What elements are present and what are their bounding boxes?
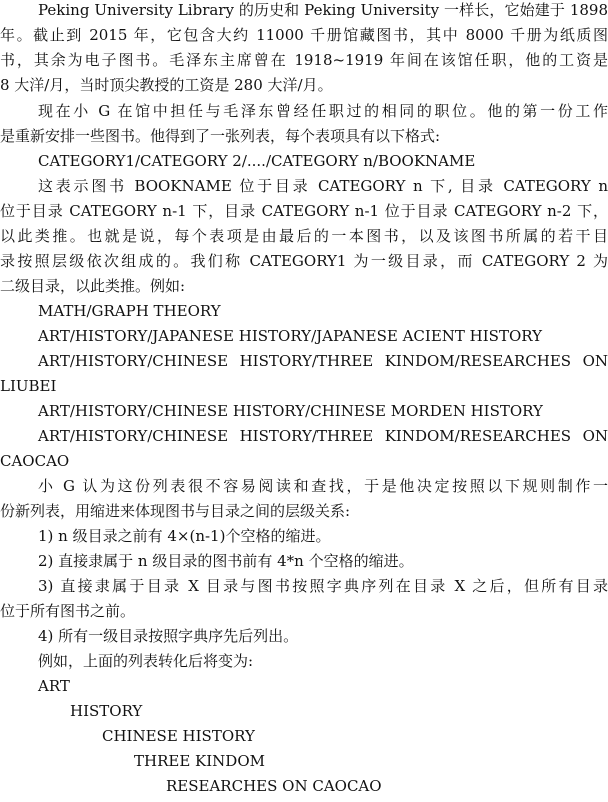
text-line-3: 书，其余为电子图书。毛泽东主席曾在 1918~1919 年间在该馆任职，他的工资是 — [0, 51, 608, 69]
tree-level-1: ART — [38, 677, 70, 695]
text-line-6: 是重新安排一些图书。他得到了一张列表，每个表项具有以下格式: — [0, 127, 441, 145]
tree-level-3: CHINESE HISTORY — [102, 727, 255, 745]
format-line: CATEGORY1/CATEGORY 2/..../CATEGORY n/BOOKNAME — [38, 152, 476, 170]
rule-3: 3) 直接隶属于目录 X 目录与图书按照字典序列在目录 X 之后，但所有目录 — [38, 577, 608, 595]
text-line-9: 位于目录 CATEGORY n-1 下，目录 CATEGORY n-1 位于目录 CATEGORY n-2 下， — [0, 202, 608, 220]
rule-1: 1) n 级目录之前有 4×(n-1)个空格的缩进。 — [38, 527, 331, 545]
text-line-8: 这表示图书 BOOKNAME 位于目录 CATEGORY n 下, 目录 CATEGORY n — [38, 177, 608, 195]
text-line-2: 年。截止到 2015 年，它包含大约 11000 千册馆藏图书，其中 8000 千册为纸质图 — [0, 26, 608, 44]
tree-level-4: THREE KINDOM — [134, 752, 265, 770]
text-line-20: 小 G 认为这份列表很不容易阅读和查找，于是他决定按照以下规则制作一 — [38, 477, 608, 495]
example-line-5-cont: CAOCAO — [0, 452, 70, 470]
text-line-12: 二级目录，以此类推。例如: — [0, 277, 186, 295]
text-line-11: 录按照层级依次组成的。我们称 CATEGORY1 为一级目录，而 CATEGORY 2 为 — [0, 252, 608, 270]
rule-2: 2) 直接隶属于 n 级目录的图书前有 4*n 个空格的缩进。 — [38, 552, 414, 570]
text-line-5: 现在小 G 在馆中担任与毛泽东曾经任职过的相同的职位。他的第一份工作 — [38, 102, 608, 120]
tree-level-2: HISTORY — [70, 702, 143, 720]
example-line-4: ART/HISTORY/CHINESE HISTORY/CHINESE MORDEN HISTORY — [38, 402, 543, 420]
text-line-1: Peking University Library 的历史和 Peking University 一样长，它始建于 1898 — [38, 1, 608, 19]
example-line-3-cont: LIUBEI — [0, 377, 57, 395]
example-line-2: ART/HISTORY/JAPANESE HISTORY/JAPANESE ACIENT HISTORY — [38, 327, 542, 345]
text-line-4: 8 大洋/月，当时顶尖教授的工资是 280 大洋/月。 — [0, 76, 333, 94]
example-line-5: ART/HISTORY/CHINESE HISTORY/THREE KINDOM/RESEARCHES ON — [38, 427, 608, 445]
example-line-1: MATH/GRAPH THEORY — [38, 302, 221, 320]
tree-level-5: RESEARCHES ON CAOCAO — [166, 777, 382, 795]
result-intro: 例如，上面的列表转化后将变为: — [38, 652, 254, 670]
text-line-21: 份新列表，用缩进来体现图书与目录之间的层级关系: — [0, 502, 351, 520]
example-line-3: ART/HISTORY/CHINESE HISTORY/THREE KINDOM/RESEARCHES ON — [38, 352, 608, 370]
rule-3-cont: 位于所有图书之前。 — [0, 602, 136, 620]
text-line-10: 以此类推。也就是说，每个表项是由最后的一本图书，以及该图书所属的若干目 — [0, 227, 608, 245]
rule-4: 4) 所有一级目录按照字典序先后列出。 — [38, 627, 299, 645]
